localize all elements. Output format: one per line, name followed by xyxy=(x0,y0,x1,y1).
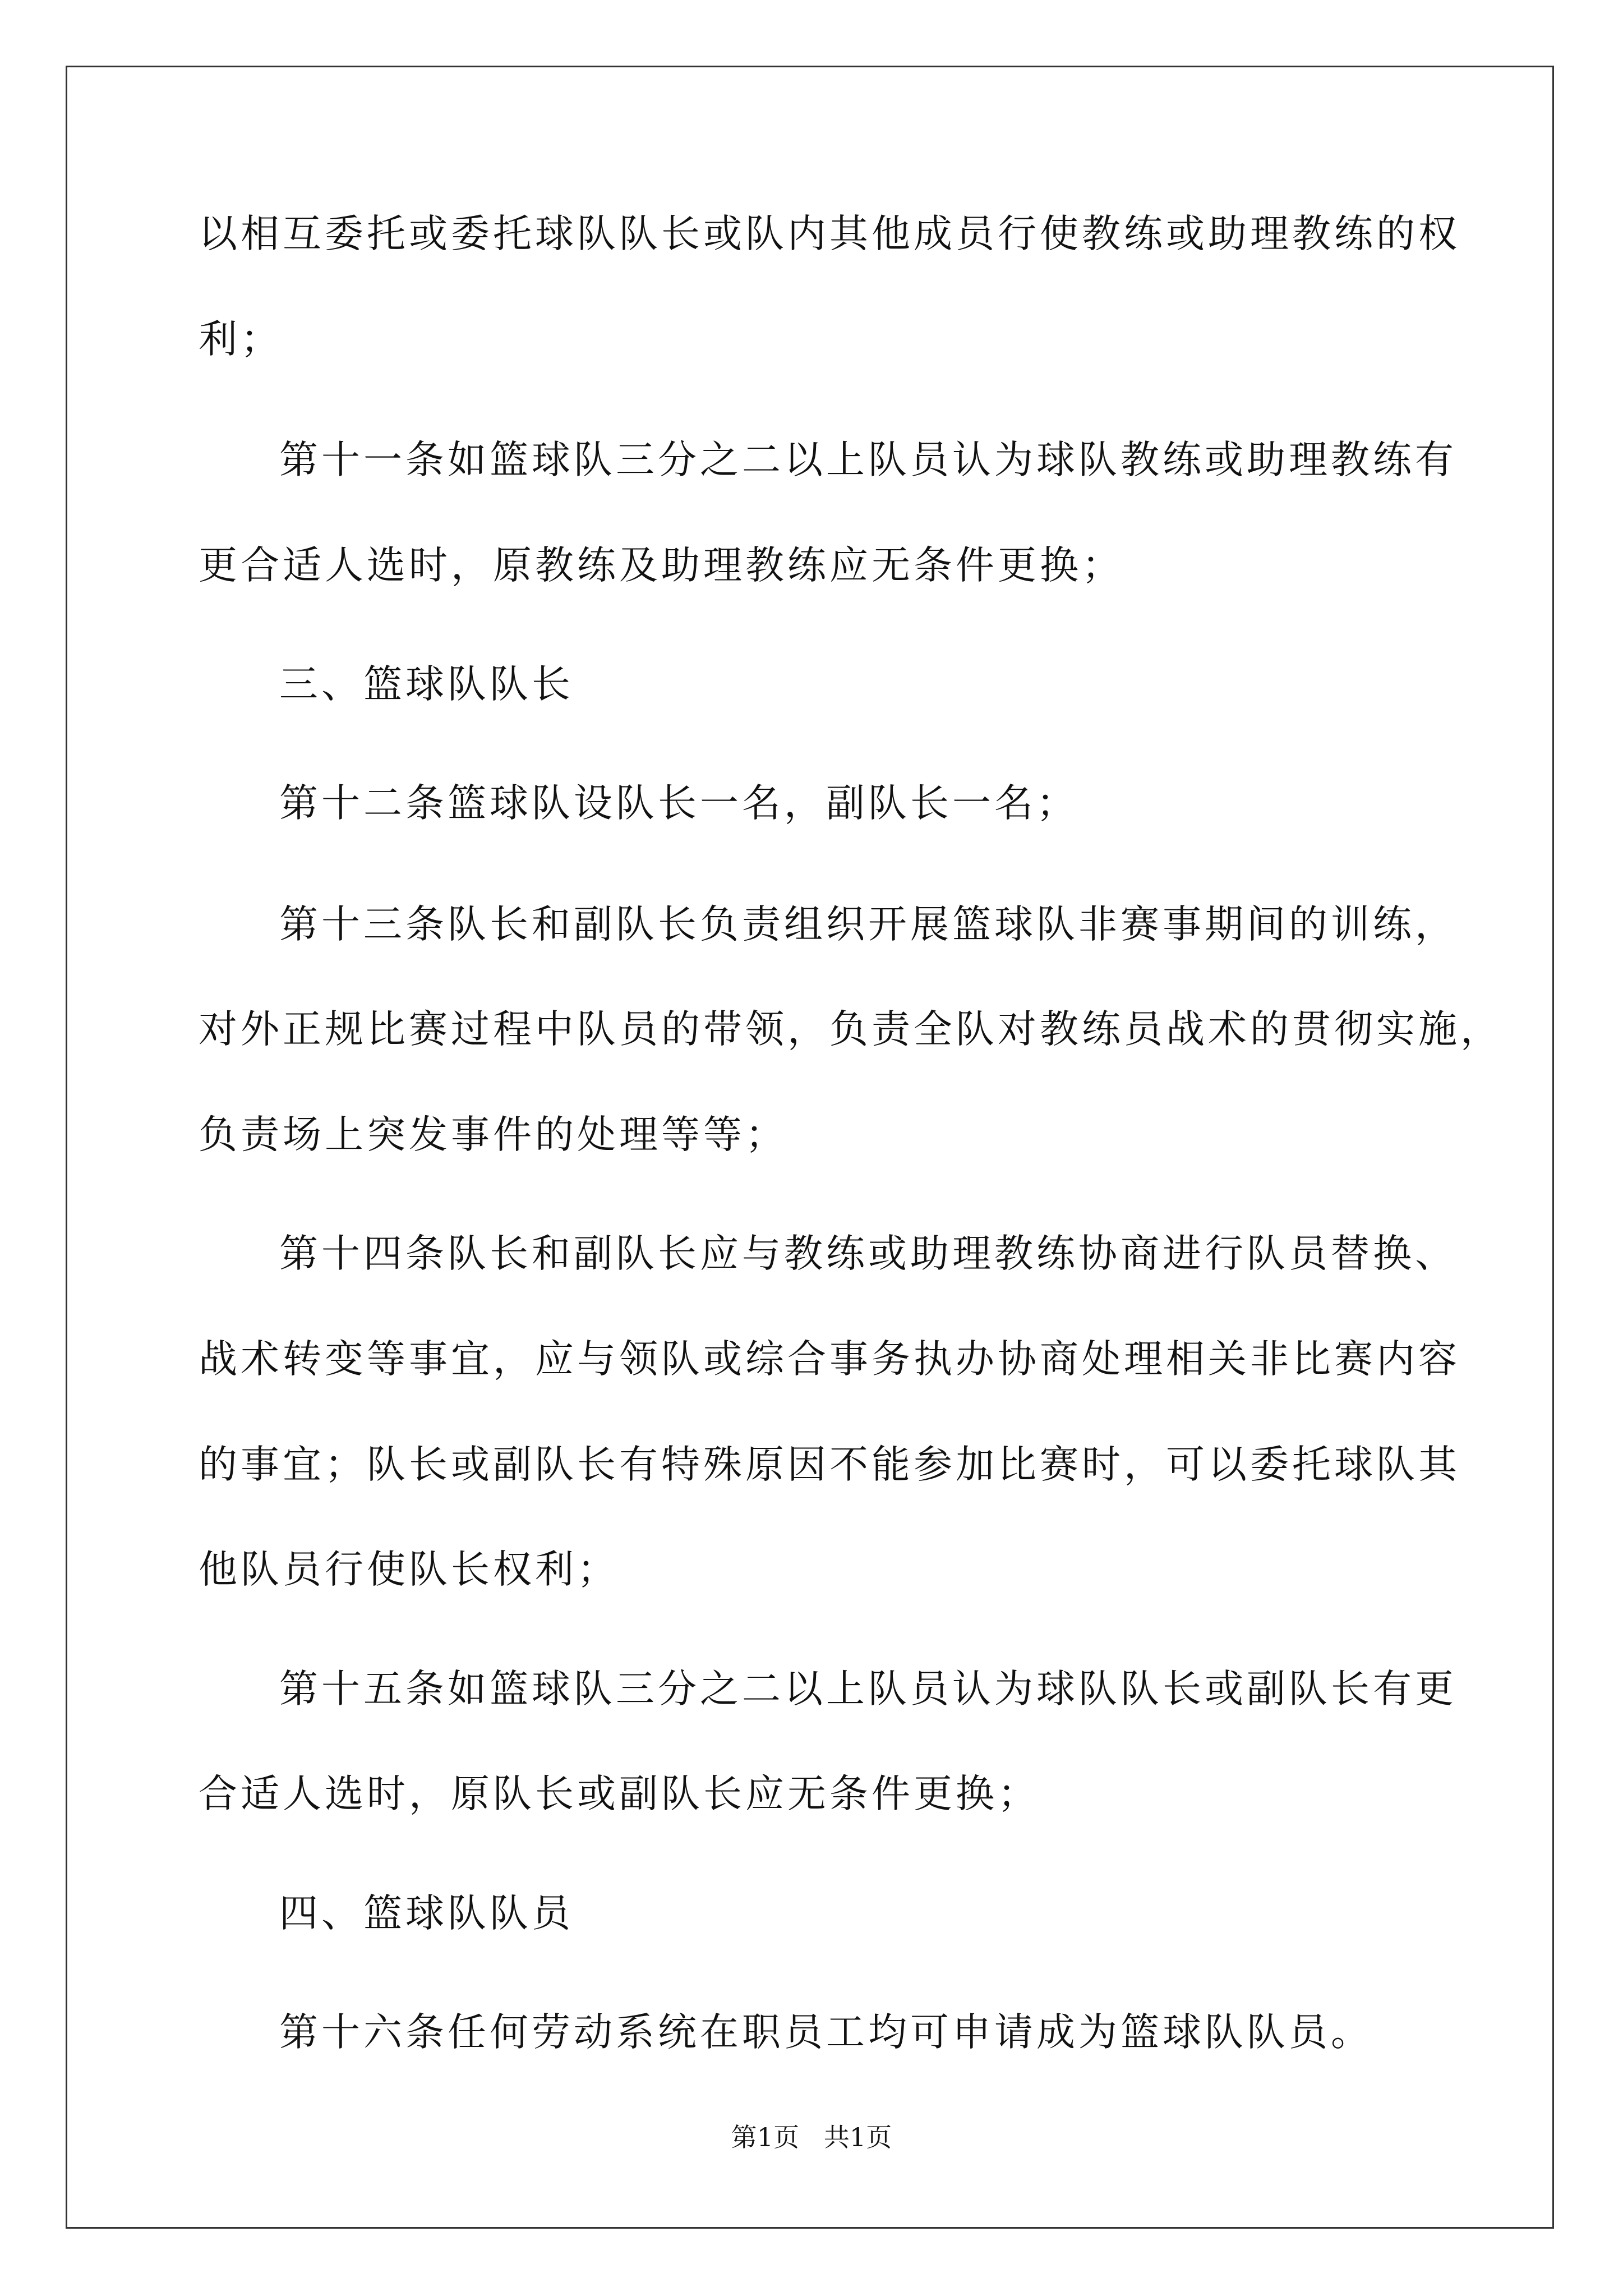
article-11-line: 第十一条如篮球队三分之二以上队员认为球队教练或助理教练有 xyxy=(279,438,1457,482)
text-line: 利； xyxy=(199,317,283,362)
text-line: 他队员行使队长权利； xyxy=(199,1547,619,1592)
text-line: 合适人选时，原队长或副队长应无条件更换； xyxy=(199,1772,1040,1816)
text-line: 战术转变等事宜，应与领队或综合事务执办协商处理相关非比赛内容 xyxy=(199,1337,1460,1382)
article-12-line: 第十二条篮球队设队长一名，副队长一名； xyxy=(279,781,1078,826)
text-line: 负责场上突发事件的处理等等； xyxy=(199,1112,787,1157)
text-line: 以相互委托或委托球队队长或队内其他成员行使教练或助理教练的权 xyxy=(199,211,1460,256)
article-15-line: 第十五条如篮球队三分之二以上队员认为球队队长或副队长有更 xyxy=(279,1667,1457,1711)
text-line: 更合适人选时，原教练及助理教练应无条件更换； xyxy=(199,543,1124,588)
article-14-line: 第十四条队长和副队长应与教练或助理教练协商进行队员替换、 xyxy=(279,1231,1457,1276)
section-heading-members: 四、篮球队队员 xyxy=(279,1891,574,1936)
article-16-line: 第十六条任何劳动系统在职员工均可申请成为篮球队队员。 xyxy=(279,2010,1373,2055)
text-line: 的事宜；队长或副队长有特殊原因不能参加比赛时，可以委托球队其 xyxy=(199,1442,1460,1487)
page-footer: 第1页 共1页 xyxy=(731,2122,892,2152)
text-line: 对外正规比赛过程中队员的带领，负责全队对教练员战术的贯彻实施， xyxy=(199,1007,1502,1052)
section-heading-captain: 三、篮球队队长 xyxy=(279,662,574,707)
article-13-line: 第十三条队长和副队长负责组织开展篮球队非赛事期间的训练， xyxy=(279,902,1457,947)
